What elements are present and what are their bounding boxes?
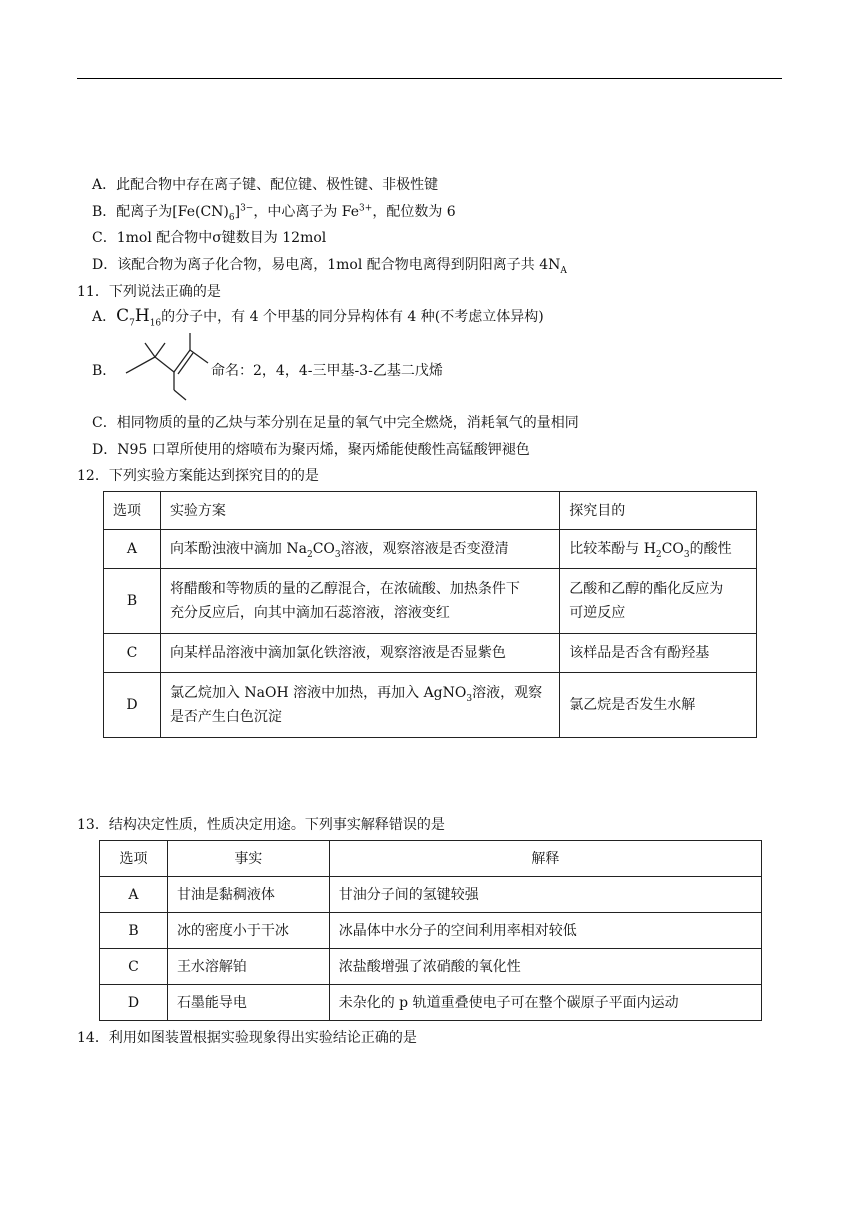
- q11-option-b-label: B．: [92, 363, 117, 379]
- q10-option-d: D．该配合物为离子化合物，易电离，1mol 配合物电离得到阴阳离子共 $4N_A$: [92, 257, 567, 276]
- q14-stem: 14．利用如图装置根据实验现象得出实验结论正确的是: [77, 1030, 417, 1046]
- table-row: [104, 673, 757, 738]
- row-goal: 比较苯酚与 $H_2CO_3$的酸性: [560, 530, 757, 569]
- row-explain: 未杂化的 p 轨道重叠使电子可在整个碳原子平面内运动: [329, 985, 761, 1021]
- row-fact: 石墨能导电: [167, 985, 329, 1021]
- q10-option-c: C．1mol 配合物中σ键数目为 12mol: [92, 230, 327, 246]
- row-option: B: [100, 913, 168, 949]
- table-row: [100, 913, 762, 949]
- header-rule: [77, 78, 782, 79]
- q13-stem: 13．结构决定性质，性质决定用途。下列事实解释错误的是: [77, 817, 445, 833]
- row-plan: 氯乙烷加入 NaOH 溶液中加热，再加入 AgNO$_3$溶液，观察 是否产生白色沉淀: [160, 673, 559, 738]
- row-fact: 冰的密度小于干冰: [167, 913, 329, 949]
- skeletal-structure-diagram: [122, 330, 212, 410]
- q11-option-d: D．N95 口罩所使用的熔喷布为聚丙烯，聚丙烯能使酸性高锰酸钾褪色: [92, 442, 530, 458]
- table-row: [100, 877, 762, 913]
- header-option: 选项: [104, 492, 161, 530]
- q12-table: [103, 491, 757, 738]
- row-option: A: [100, 877, 168, 913]
- row-plan: 将醋酸和等物质的量的乙醇混合，在浓硫酸、加热条件下 充分反应后，向其中滴加石蕊溶液，溶液变红: [160, 569, 559, 634]
- row-explain: 甘油分子间的氢键较强: [329, 877, 761, 913]
- q11-option-c: C．相同物质的量的乙炔与苯分别在足量的氧气中完全燃烧，消耗氧气的量相同: [92, 415, 579, 431]
- row-fact: 王水溶解铂: [167, 949, 329, 985]
- table-row: [100, 949, 762, 985]
- row-plan: 向某样品溶液中滴加氯化铁溶液，观察溶液是否显紫色: [160, 634, 559, 673]
- row-option: C: [104, 634, 161, 673]
- row-goal: 氯乙烷是否发生水解: [560, 673, 757, 738]
- row-option: D: [104, 673, 161, 738]
- table-header-row: [104, 492, 757, 530]
- header-goal: 探究目的: [560, 492, 757, 530]
- row-option: A: [104, 530, 161, 569]
- q12-stem: 12．下列实验方案能达到探究目的的是: [77, 468, 319, 484]
- table-row: [104, 530, 757, 569]
- row-explain: 冰晶体中水分子的空间利用率相对较低: [329, 913, 761, 949]
- q13-table: [99, 840, 762, 1021]
- table-row: [104, 634, 757, 673]
- table-header-row: [100, 841, 762, 877]
- q11-option-b-text: 命名：2，4，4-三甲基-3-乙基二戊烯: [211, 363, 443, 379]
- row-goal: 乙酸和乙醇的酯化反应为 可逆反应: [560, 569, 757, 634]
- row-option: D: [100, 985, 168, 1021]
- row-option: C: [100, 949, 168, 985]
- header-fact: 事实: [167, 841, 329, 877]
- q11-stem: 11．下列说法正确的是: [77, 284, 221, 300]
- table-row: [104, 569, 757, 634]
- formula-c7h16: $C_7H_{16}$: [116, 306, 162, 329]
- header-plan: 实验方案: [160, 492, 559, 530]
- q11-option-a: A．$C_7H_{16}$的分子中，有 4 个甲基的同分异构体有 4 种(不考虑立体异构): [92, 306, 544, 329]
- header-option: 选项: [100, 841, 168, 877]
- row-plan: 向苯酚浊液中滴加 $Na_2CO_3$溶液，观察溶液是否变澄清: [160, 530, 559, 569]
- row-goal: 该样品是否含有酚羟基: [560, 634, 757, 673]
- q10-option-b: B．配离子为$[Fe(CN)_6]^{3-}$，中心离子为 $Fe^{3+}$，配位数为 6: [92, 203, 456, 223]
- header-explain: 解释: [329, 841, 761, 877]
- row-option: B: [104, 569, 161, 634]
- q10-option-a: A．此配合物中存在离子键、配位键、极性键、非极性键: [92, 177, 439, 193]
- row-explain: 浓盐酸增强了浓硝酸的氧化性: [329, 949, 761, 985]
- table-row: [100, 985, 762, 1021]
- row-fact: 甘油是黏稠液体: [167, 877, 329, 913]
